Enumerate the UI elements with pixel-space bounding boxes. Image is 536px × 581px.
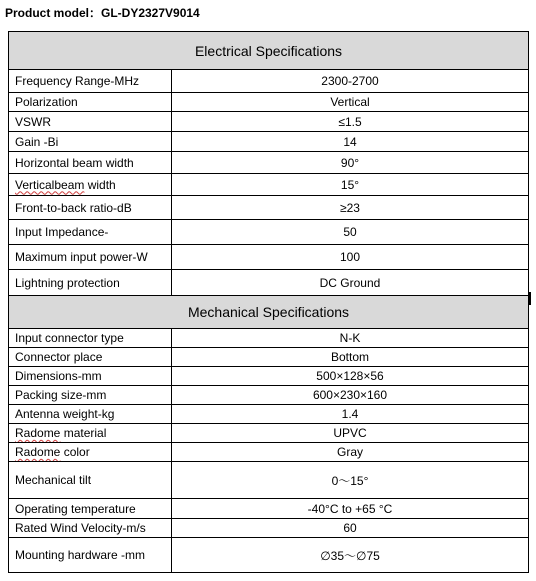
spec-value: 50 (172, 220, 529, 245)
spec-label: Front-to-back ratio-dB (9, 196, 172, 220)
text-cursor-mark (529, 292, 531, 305)
table-row (9, 196, 529, 220)
spec-label-rest: material (60, 426, 107, 440)
specification-table (8, 31, 529, 573)
spec-label (9, 424, 172, 443)
spec-value: 1.4 (172, 405, 529, 424)
spec-label (9, 443, 172, 462)
spellcheck-marked-text: Radome (15, 426, 61, 440)
spec-label: Mounting hardware -mm (9, 538, 172, 573)
table-row (9, 367, 529, 386)
spec-label: Gain -Bi (9, 132, 172, 152)
spec-label: Polarization (9, 93, 172, 112)
spec-value: Gray (172, 443, 529, 462)
table-row (9, 152, 529, 174)
spec-label-rest: color (60, 445, 90, 459)
spec-value: -40°C to +65 °C (172, 499, 529, 519)
spec-value: 600×230×160 (172, 386, 529, 405)
spec-value: Vertical (172, 93, 529, 112)
spec-value: 2300-2700 (172, 70, 529, 93)
table-row (9, 538, 529, 573)
spec-label: Rated Wind Velocity-m/s (9, 519, 172, 538)
table-row (9, 519, 529, 538)
spec-value: 90° (172, 152, 529, 174)
spec-value: 100 (172, 245, 529, 270)
section-heading: Mechanical Specifications (9, 296, 529, 329)
spec-label: Lightning protection (9, 270, 172, 296)
spec-value: 14 (172, 132, 529, 152)
spec-label: Dimensions-mm (9, 367, 172, 386)
spec-label: Input connector type (9, 329, 172, 348)
mechanical-section-header (9, 296, 529, 329)
spec-value: DC Ground (172, 270, 529, 296)
spec-value: 15° (172, 174, 529, 196)
table-row (9, 270, 529, 296)
spec-label: Input Impedance- (9, 220, 172, 245)
table-row (9, 93, 529, 112)
table-row (9, 462, 529, 499)
table-row (9, 329, 529, 348)
spec-label: Connector place (9, 348, 172, 367)
spellcheck-marked-text: Verticalbeam (15, 177, 85, 192)
spec-label: Operating temperature (9, 499, 172, 519)
spec-value: 60 (172, 519, 529, 538)
spec-label: Packing size-mm (9, 386, 172, 405)
spec-value: ∅35～∅75 (172, 538, 529, 573)
table-row (9, 220, 529, 245)
spec-label: Mechanical tilt (9, 462, 172, 499)
spec-value: 0～15° (172, 462, 529, 499)
table-row (9, 132, 529, 152)
product-model-title: Product model：GL-DY2327V9014 (5, 6, 200, 20)
spec-value: ≤1.5 (172, 112, 529, 132)
table-row (9, 174, 529, 196)
table-row (9, 70, 529, 93)
table-row (9, 386, 529, 405)
spellcheck-marked-text: Radome (15, 445, 61, 459)
table-row (9, 112, 529, 132)
electrical-section-header (9, 32, 529, 70)
spec-value: 500×128×56 (172, 367, 529, 386)
table-row (9, 443, 529, 462)
spec-value: Bottom (172, 348, 529, 367)
table-row (9, 405, 529, 424)
spec-label: Horizontal beam width (9, 152, 172, 174)
spec-label (9, 174, 172, 196)
spec-label-rest: width (84, 177, 116, 192)
spec-value: UPVC (172, 424, 529, 443)
section-heading: Electrical Specifications (9, 32, 529, 70)
spec-value: ≥23 (172, 196, 529, 220)
spec-label: Maximum input power-W (9, 245, 172, 270)
table-row (9, 424, 529, 443)
spec-label: Frequency Range-MHz (9, 70, 172, 93)
table-row (9, 348, 529, 367)
spec-value: N-K (172, 329, 529, 348)
spec-label: Antenna weight-kg (9, 405, 172, 424)
table-row (9, 499, 529, 519)
spec-label: VSWR (9, 112, 172, 132)
table-row (9, 245, 529, 270)
